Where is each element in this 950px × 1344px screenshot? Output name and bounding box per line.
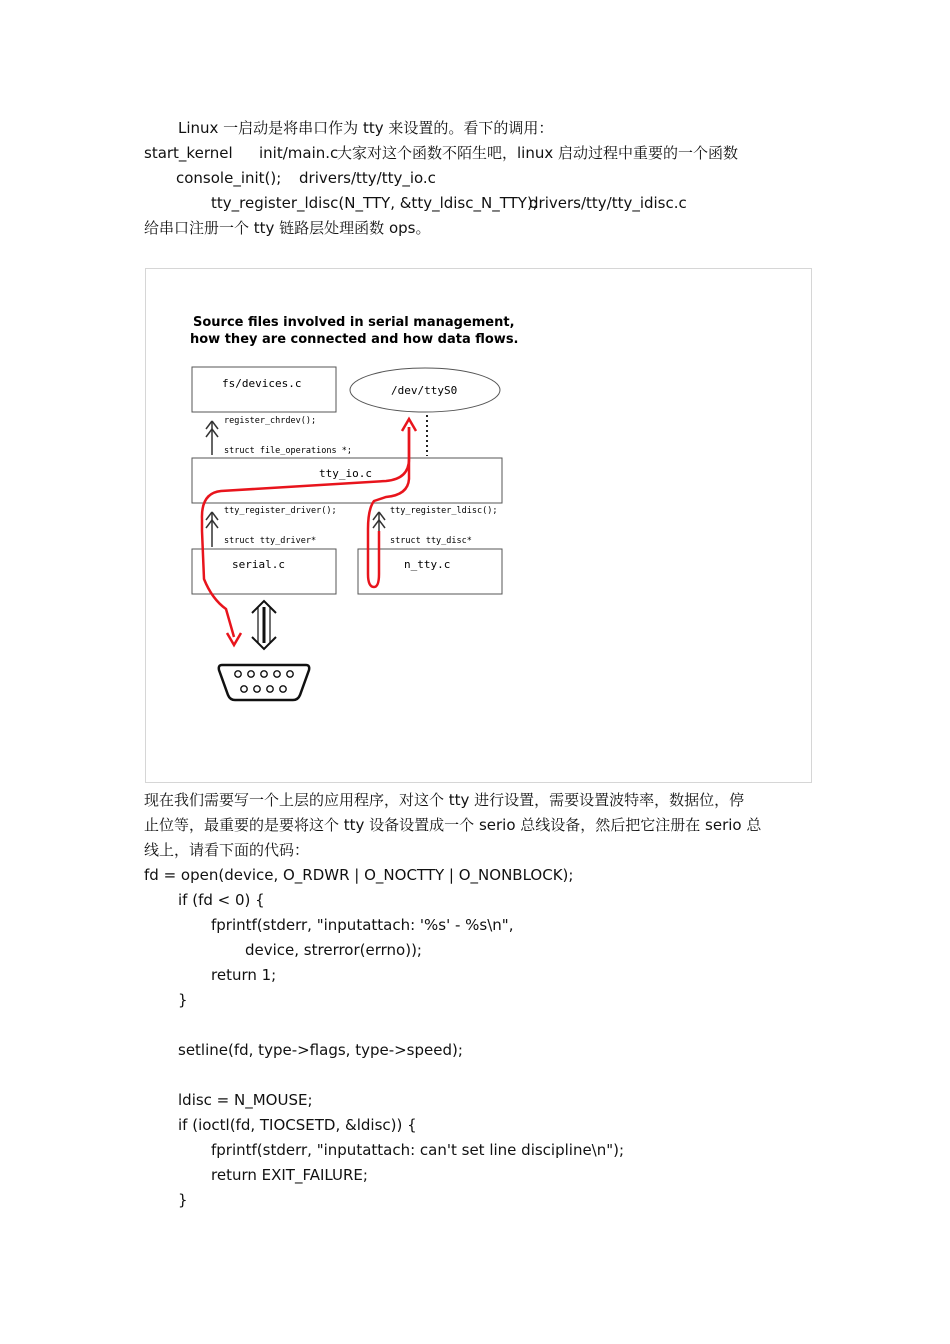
code-line-6: } [178,991,188,1009]
code-line-2: if (fd < 0) { [178,891,265,909]
body-para-line-1: 现在我们需要写一个上层的应用程序，对这个 tty 进行设置，需要设置波特率，数据位，停 [144,791,745,809]
call-tty-register-ldisc: tty_register_ldisc(N_TTY, &tty_ldisc_N_TTY); [211,194,538,212]
serial-management-figure [145,268,812,783]
box-devices-label: fs/devices.c [222,377,302,390]
code-line-9: if (ioctl(fd, TIOCSETD, &ldisc)) { [178,1116,417,1134]
label-tty-disc: struct tty_disc* [390,536,472,546]
call-console-init-file: drivers/tty/tty_io.c [299,169,436,187]
ellipse-ttys0-label: /dev/ttyS0 [391,384,458,397]
label-register-chrdev: register_chrdev(); [224,416,317,426]
code-line-12: } [178,1191,188,1209]
call-start-kernel-note: 大家对这个函数不陌生吧，linux 启动过程中重要的一个函数 [337,144,738,162]
bidirectional-arrow-icon [252,601,276,649]
code-line-4: device, strerror(errno)); [245,941,422,959]
code-line-8: ldisc = N_MOUSE; [178,1091,313,1109]
intro-line-1: Linux 一启动是将串口作为 tty 来设置的。看下的调用： [178,119,554,137]
call-start-kernel-file: init/main.c [259,144,339,162]
code-line-1: fd = open(device, O_RDWR | O_NOCTTY | O_NONBLOCK); [144,866,574,884]
intro-line-5: 给串口注册一个 tty 链路层处理函数 ops。 [144,219,431,237]
figure-diagram [146,269,811,782]
box-serial-label: serial.c [232,558,285,571]
call-console-init: console_init(); [176,169,282,187]
body-para-line-2: 止位等，最重要的是要将这个 tty 设备设置成一个 serio 总线设备，然后把它注册在 serio 总 [144,816,762,834]
label-tty-driver: struct tty_driver* [224,536,317,546]
call-tty-register-ldisc-file: drivers/tty/tty_idisc.c [529,194,687,212]
label-file-operations: struct file_operations *; [224,446,352,456]
label-register-driver: tty_register_driver(); [224,506,337,516]
body-para-line-3: 线上，请看下面的代码： [144,841,310,859]
code-line-10: fprintf(stderr, "inputattach: can't set line discipline\n"); [211,1141,625,1159]
code-line-3: fprintf(stderr, "inputattach: '%s' - %s\n", [211,916,514,934]
serial-connector-icon [219,665,309,700]
figure-title-line-1: Source files involved in serial management, [193,315,515,330]
box-n-tty-label: n_tty.c [404,558,451,571]
box-tty-io [192,458,502,503]
code-line-5: return 1; [211,966,277,984]
call-start-kernel: start_kernel [144,144,233,162]
code-line-11: return EXIT_FAILURE; [211,1166,368,1184]
code-line-7: setline(fd, type->flags, type->speed); [178,1041,463,1059]
label-register-ldisc: tty_register_ldisc(); [390,506,498,516]
box-serial [192,549,336,594]
figure-title-line-2: how they are connected and how data flows. [190,332,519,347]
box-tty-io-label: tty_io.c [319,467,372,480]
